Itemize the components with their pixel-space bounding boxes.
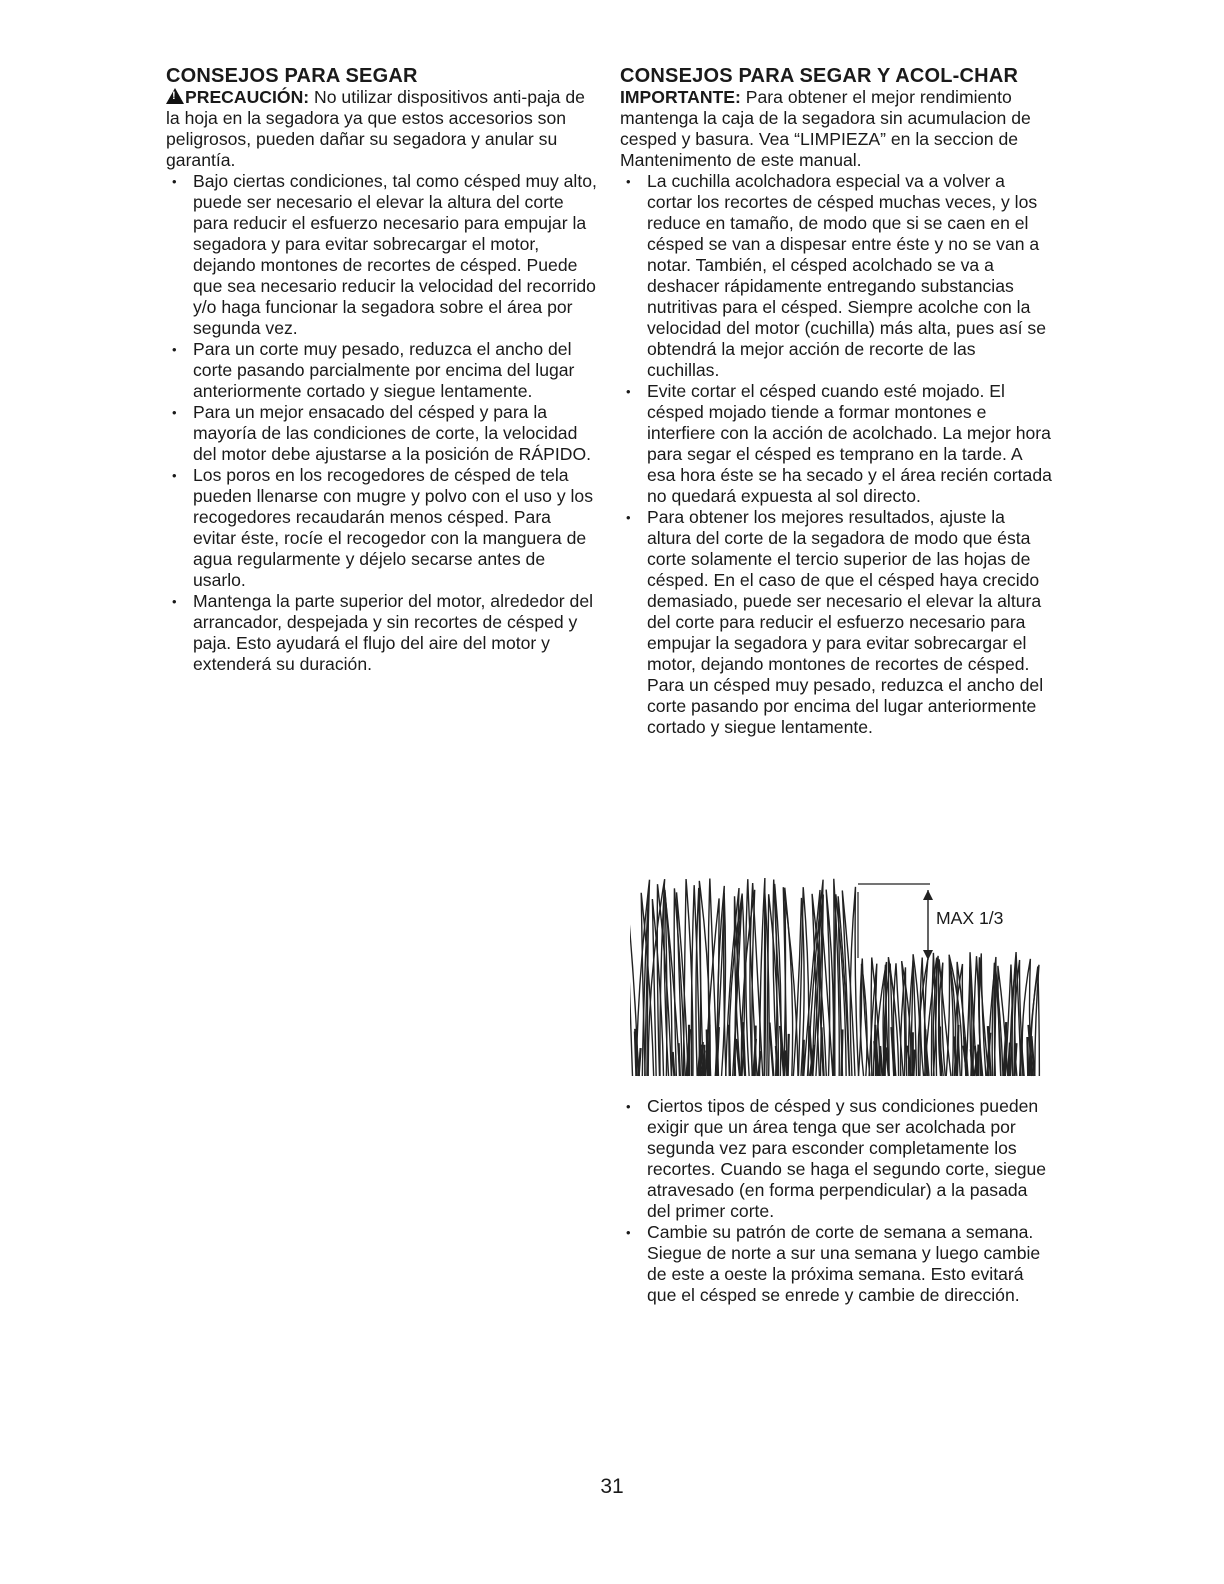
list-item: • Ciertos tipos de césped y sus condiciones pueden exigir que un área tenga que ser acolchada por segunda vez para esconder completamente los recortes. Cuando se haga el segundo corte, siegue atravesado (en forma perpendicular) a la pasada del primer corte. (620, 1096, 1052, 1222)
caution-label: PRECAUCIÓN: (185, 87, 310, 107)
mowing-tips-list (166, 171, 598, 675)
list-item: • Los poros en los recogedores de césped de tela pueden llenarse con mugre y polvo con el uso y los recogedores recaudarán menos césped. Para evitar éste, rocíe el recogedor con la manguera de agua regularmente y déjelo secarse antes de usarlo. (166, 465, 598, 591)
grass-shadow-stroke (729, 1025, 730, 1076)
page-number: 31 (600, 1475, 624, 1498)
grass-shadow-stroke (841, 1029, 842, 1076)
grass-shadow-stroke (913, 1050, 914, 1076)
grass-shadow-stroke (821, 1027, 823, 1076)
grass-shadow-stroke (708, 1025, 709, 1076)
grass-shadow-stroke (769, 1023, 773, 1076)
right-column (620, 66, 1052, 738)
mulching-tips-list-continued (620, 1096, 1052, 1306)
list-item: • Para un mejor ensacado del césped y para la mayoría de las condiciones de corte, la velocidad del motor debe ajustarse a la posición de RÁPIDO. (166, 402, 598, 465)
caution-paragraph (166, 87, 598, 171)
grass-blade (826, 890, 833, 1076)
grass-shadow-stroke (743, 1022, 745, 1076)
grass-shadow-stroke (803, 1040, 804, 1076)
important-paragraph (620, 87, 1052, 171)
list-item: • Para obtener los mejores resultados, ajuste la altura del corte de la segadora de modo que ésta corte solamente el tercio superior de las hojas de césped. En el caso de que el césped haya crecido demasiado, puede ser necesario el elevar la altura del corte para reducir el esfuerzo necesario para empujar la segadora y para evitar sobrecargar el motor, dejando montones de recortes de césped. Para un césped muy pesado, reduzca el ancho del corte pasando por encima del lugar anteriormente cortado y siegue lentamente. (620, 507, 1052, 738)
section-heading-mulching-tips: CONSEJOS PARA SEGAR Y ACOL-CHAR (620, 65, 1019, 87)
list-item: • Evite cortar el césped cuando esté mojado. El césped mojado tiende a formar montones e interfiere con la acción de acolchado. La mejor hora para segar el césped es temprano en la tarde. A esa hora éste se ha secado y el área recién cortada no quedará expuesta al sol directo. (620, 381, 1052, 507)
mulching-tips-list (620, 171, 1052, 738)
caution-text: No utilizar dispositivos anti-paja de la hoja en la segadora ya que estos accesorios son peligrosos, pueden dañar su segadora y anular su garantía. (166, 87, 585, 170)
grass-shadow-stroke (788, 1034, 789, 1076)
important-label: IMPORTANTE: (620, 87, 741, 107)
right-column-continued (620, 1096, 1052, 1306)
list-item: • Cambie su patrón de corte de semana a semana. Siegue de norte a sur una semana y luego cambie de este a oeste la próxima semana. Esto evitará que el césped se enrede y cambie de dirección. (620, 1222, 1052, 1306)
grass-shadow-stroke (673, 1052, 675, 1076)
cut-grass-blades (859, 952, 1040, 1076)
grass-shadow-stroke (707, 1029, 708, 1076)
grass-shadow-stroke (978, 1045, 979, 1076)
left-column (166, 66, 598, 675)
list-item: • Para un corte muy pesado, reduzca el ancho del corte pasando parcialmente por encima del lugar anteriormente cortado y siegue lentamente. (166, 339, 598, 402)
section-heading-mowing-tips: CONSEJOS PARA SEGAR (166, 65, 418, 87)
grass-shadow-stroke (940, 1026, 941, 1076)
list-item: • La cuchilla acolchadora especial va a volver a cortar los recortes de césped muchas veces, y los reduce en tamaño, de modo que si se caen en el césped se van a dispesar entre éste y no se van a notar. También, el césped acolchado se va a deshacer rápidamente entregando substancias nutritivas para el césped. Siempre acolche con la velocidad del motor (cuchilla) más alta, pues así se obtendrá la mejor acción de recorte de las cuchillas. (620, 171, 1052, 381)
warning-triangle-icon (166, 88, 184, 104)
tall-grass-blades (630, 878, 859, 1076)
list-item: • Mantenga la parte superior del motor, alrededor del arrancador, despejada y sin recortes de césped y paja. Esto ayudará el flujo del aire del motor y extenderá su duración. (166, 591, 598, 675)
important-text: Para obtener el mejor rendimiento mantenga la caja de la segadora sin acumulacion de cesped y basura. Vea “LIMPIEZA” en la seccion de Mantenimento de este manual. (620, 87, 1031, 170)
grass-shadow-stroke (1005, 1022, 1006, 1076)
grass-shadow-stroke (965, 1037, 966, 1076)
max-one-third-label: MAX 1/3 (936, 908, 1004, 928)
grass-shadow-stroke (1027, 1037, 1028, 1076)
grass-shadow-stroke (957, 1025, 958, 1076)
list-item: • Bajo ciertas condiciones, tal como césped muy alto, puede ser necesario el elevar la altura del corte para reducir el esfuerzo necesario para empujar la segadora y para evitar sobrecargar el motor, dejando montones de recortes de césped. Puede que sea necesario reducir la velocidad del recorrido y/o haga funcionar la segadora sobre el área por segunda vez. (166, 171, 598, 339)
grass-shadow-stroke (884, 1027, 885, 1076)
grass-cut-height-illustration (630, 872, 1042, 1078)
grass-blade (760, 878, 765, 1076)
grass-shadow-stroke (635, 1031, 636, 1076)
max-height-indicator (858, 884, 933, 960)
grass-shadow-stroke (679, 1043, 680, 1076)
